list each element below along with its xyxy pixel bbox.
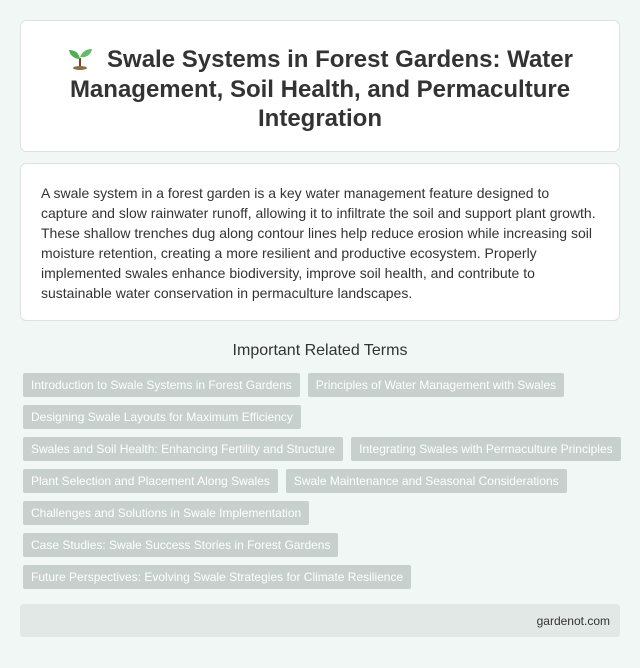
related-term-tag[interactable]: Case Studies: Swale Success Stories in Forest Gardens bbox=[23, 533, 338, 557]
related-term-tag[interactable]: Integrating Swales with Permaculture Principles bbox=[351, 437, 620, 461]
related-term-tag[interactable]: Plant Selection and Placement Along Swales bbox=[23, 469, 278, 493]
related-term-tag[interactable]: Principles of Water Management with Swales bbox=[308, 373, 564, 397]
page-title-text: Swale Systems in Forest Gardens: Water Management, Soil Health, and Permaculture Integration bbox=[69, 46, 573, 132]
related-term-tag[interactable]: Future Perspectives: Evolving Swale Strategies for Climate Resilience bbox=[23, 565, 411, 589]
related-term-tag[interactable]: Introduction to Swale Systems in Forest Gardens bbox=[23, 373, 300, 397]
related-term-tag[interactable]: Swales and Soil Health: Enhancing Fertility and Structure bbox=[23, 437, 343, 461]
related-terms-heading: Important Related Terms bbox=[232, 342, 408, 359]
summary-text: A swale system in a forest garden is a key water management feature designed to capture and slow rainwater runoff, allowing it to infiltrate the soil and support plant growth. These shallow trenches dug along contour lines help reduce erosion while increasing soil moisture retention, creating a more resilient and productive ecosystem. Properly implemented swales enhance biodiversity, improve soil health, and contribute to sustainable water conservation in permaculture landscapes. bbox=[41, 185, 596, 301]
summary-card bbox=[20, 163, 620, 321]
title-card bbox=[20, 20, 620, 152]
footer bbox=[20, 604, 620, 637]
seedling-icon bbox=[67, 46, 93, 70]
related-term-tag[interactable]: Challenges and Solutions in Swale Implementation bbox=[23, 501, 309, 525]
page-title bbox=[51, 45, 589, 134]
related-terms-list bbox=[23, 373, 623, 597]
related-term-tag[interactable]: Designing Swale Layouts for Maximum Efficiency bbox=[23, 405, 301, 429]
footer-site-link[interactable]: gardenot.com bbox=[536, 614, 610, 628]
related-term-tag[interactable]: Swale Maintenance and Seasonal Considerations bbox=[286, 469, 567, 493]
